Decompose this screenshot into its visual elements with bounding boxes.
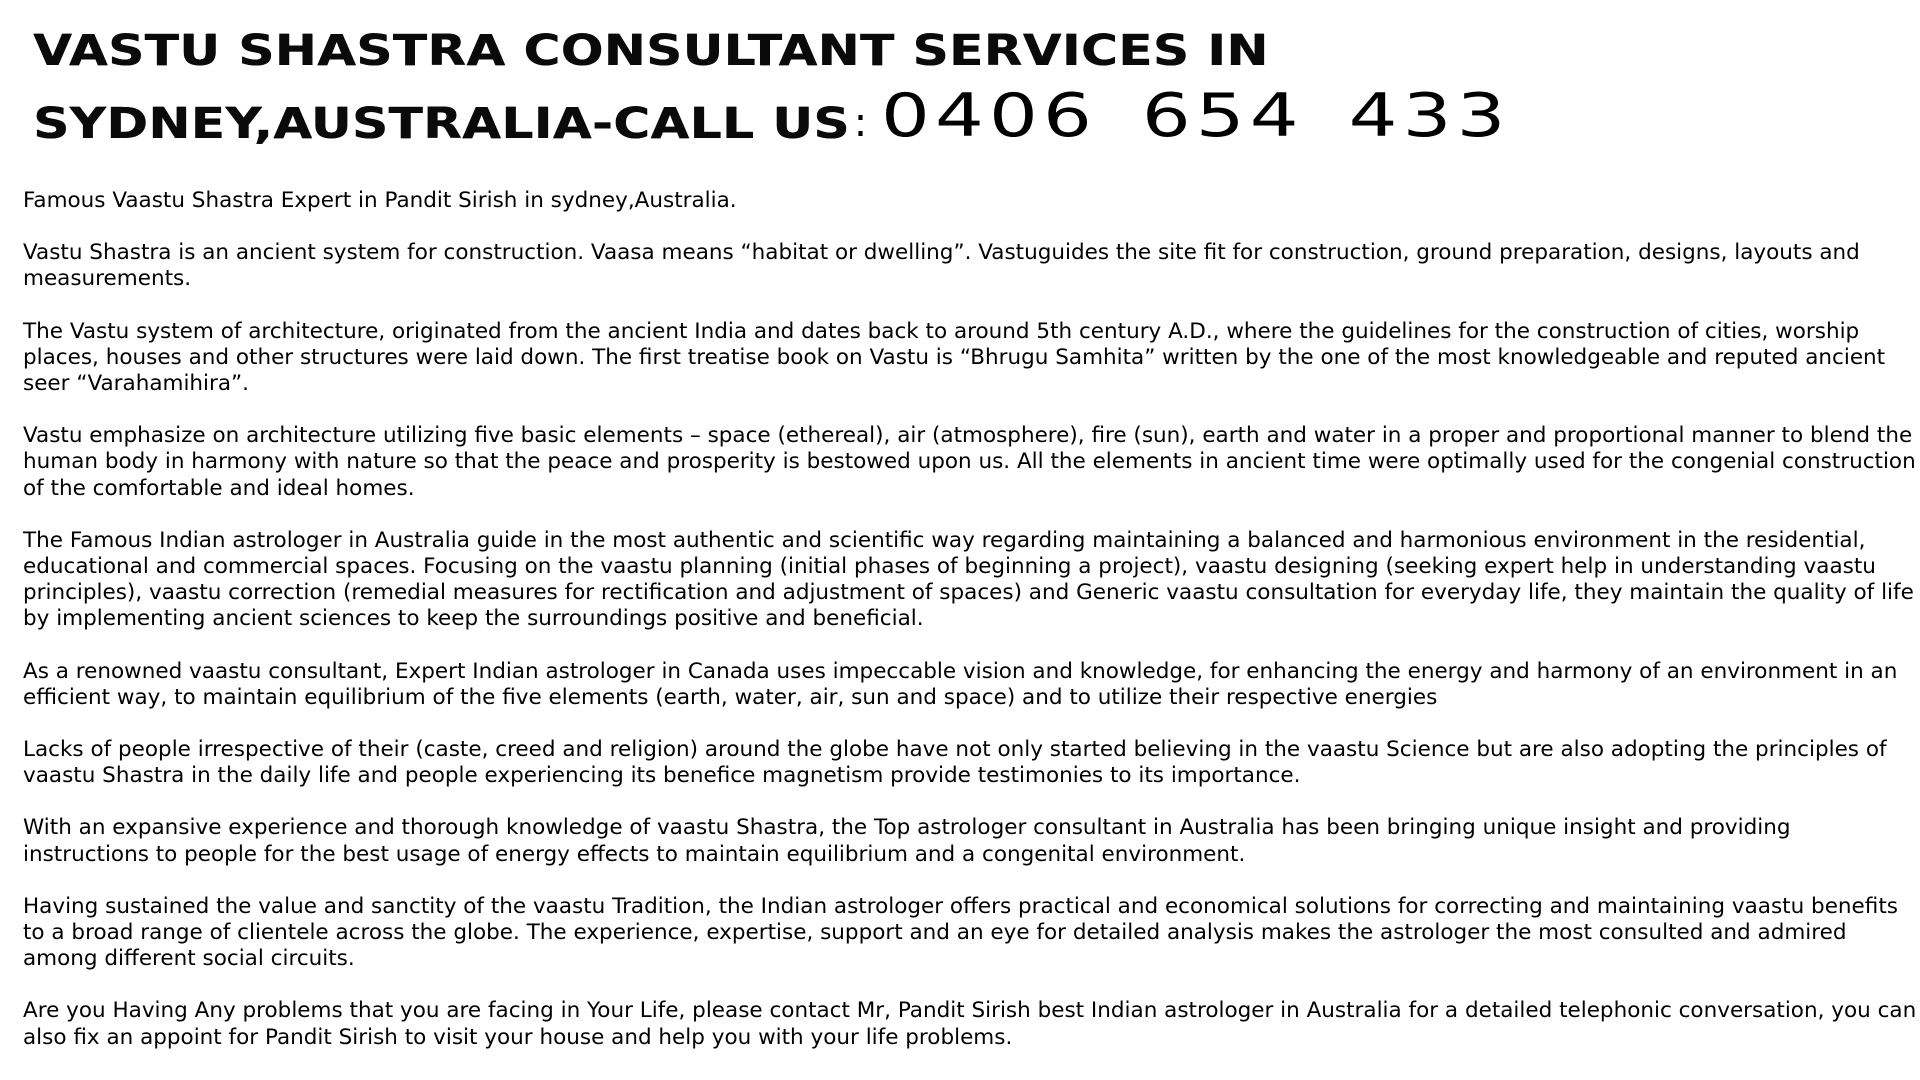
title-line-2-text: SYDNEY,AUSTRALIA-CALL US	[33, 98, 850, 149]
paragraph-global-belief: Lacks of people irrespective of their (caste, creed and religion) around the globe have not only started believing in the vaastu Science but are also adopting the principles of vaastu Shastra in the daily life and people experiencing its benefice magnetism provide testimonies to its importance.	[23, 737, 1887, 789]
paragraph-astrologer-guidance: The Famous Indian astrologer in Australia guide in the most authentic and scientific way regarding maintaining a balanced and harmonious environment in the residential, educational and commercial spaces. Focusing on the vaastu planning (initial phases of beginning a project), vaastu designing (seeking expert help in understanding vaastu principles), vaastu correction (remedial measures for rectification and adjustment of spaces) and Generic vaastu consultation for everyday life, they maintain the quality of life by implementing ancient sciences to keep the surroundings positive and beneficial.	[23, 527, 1914, 632]
paragraph-vaastu-consultant: As a renowned vaastu consultant, Expert Indian astrologer in Canada uses impeccable vision and knowledge, for enhancing the energy and harmony of an environment in an efficient way, to maintain equilibrium of the five elements (earth, water, air, sun and space) and to utilize their respective energies	[23, 658, 1898, 710]
title-line-2	[33, 81, 1893, 157]
paragraph-contact: Are you Having Any problems that you are facing in Your Life, please contact Mr, Pandit Sirish best Indian astrologer in Australia for a detailed telephonic conversation, you can also fix an appoint for Pandit Sirish to visit your house and help you with your life problems.	[23, 998, 1917, 1050]
title-separator: :	[853, 100, 868, 146]
phone-number: 0406 654 433	[881, 81, 1511, 151]
paragraph-vastu-origin: The Vastu system of architecture, originated from the ancient India and dates back to around 5th century A.D., where the guidelines for the construction of cities, worship places, houses and other structures were laid down. The first treatise book on Vastu is “Bhrugu Samhita” written by the one of the most knowledgeable and reputed ancient seer “Varahamihira”.	[23, 318, 1886, 397]
title-line-1	[33, 14, 1893, 84]
paragraph-experience: With an expansive experience and thorough knowledge of vaastu Shastra, the Top astrologer consultant in Australia has been bringing unique insight and providing instructions to people for the best usage of energy effects to maintain equilibrium and a congenital environment.	[23, 815, 1791, 867]
paragraph-vastu-definition: Vastu Shastra is an ancient system for construction. Vaasa means “habitat or dwelling”. Vastuguides the site fit for construction, ground preparation, designs, layouts and measurements.	[23, 240, 1860, 292]
page-title	[33, 14, 1893, 157]
paragraph-intro: Famous Vaastu Shastra Expert in Pandit Sirish in sydney,Australia.	[23, 188, 737, 213]
article-body	[23, 188, 1918, 1077]
title-line-1-text: VASTU SHASTRA CONSULTANT SERVICES IN	[33, 25, 1269, 76]
paragraph-five-elements: Vastu emphasize on architecture utilizing five basic elements – space (ethereal), air (atmosphere), fire (sun), earth and water in a proper and proportional manner to blend the human body in harmony with nature so that the peace and prosperity is bestowed upon us. All the elements in ancient time were optimally used for the congenial construction of the comfortable and ideal homes.	[23, 423, 1916, 501]
paragraph-tradition: Having sustained the value and sanctity of the vaastu Tradition, the Indian astrologer offers practical and economical solutions for correcting and maintaining vaastu benefits to a broad range of clientele across the globe. The experience, expertise, support and an eye for detailed analysis makes the astrologer the most consulted and admired among different social circuits.	[23, 893, 1898, 972]
